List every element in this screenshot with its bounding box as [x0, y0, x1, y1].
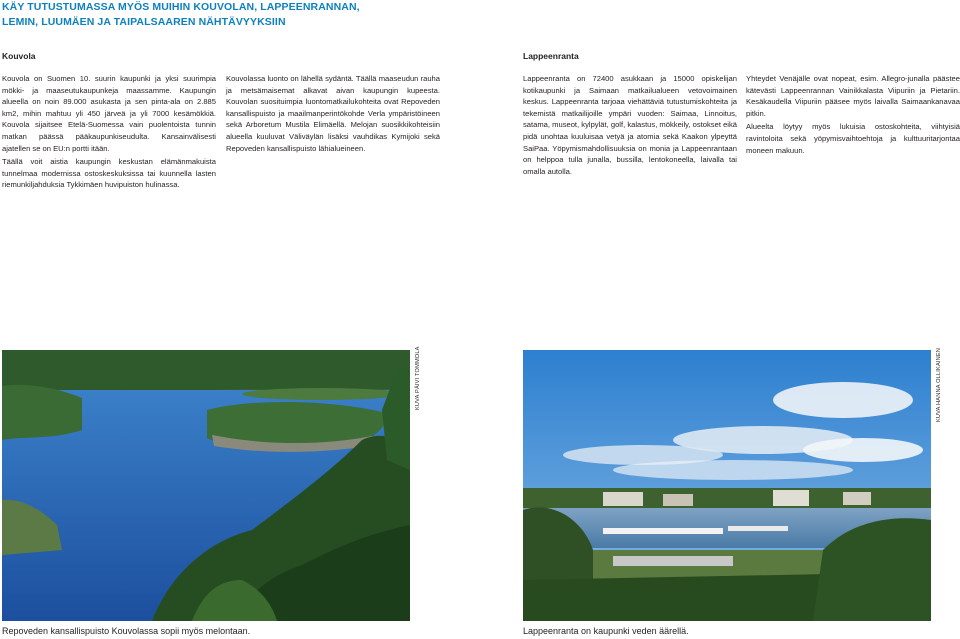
- lappeenranta-paragraph-3: Alueelta löytyy myös lukuisia ostoskohteita, viihtyisiä ravintoloita sekä yöpymisvaihtoehtoja ja kulttuuritarjontaa moneen makuun.: [746, 122, 960, 155]
- kouvola-paragraph-2: Täällä voit aistia kaupungin keskustan elämänmakuista tunnelmaa modernissa ostoskeskuksissa tai kuunnella lasten riemunkiljahduksia Tykkimäen huvipuiston hulinassa.: [2, 157, 216, 190]
- page-title-line2: LEMIN, LUUMÄEN JA TAIPALSAAREN NÄHTÄVYYKSIIN: [2, 16, 286, 28]
- page-title-line1: KÄY TUTUSTUMASSA MYÖS MUIHIN KOUVOLAN, LAPPEENRANNAN,: [2, 1, 360, 13]
- page-title: [2, 0, 360, 30]
- kouvola-photo-credit: KUVA PÄIVI TOMMOLA: [415, 346, 421, 410]
- lappeenranta-paragraph-2: Yhteydet Venäjälle ovat nopeat, esim. Allegro-junalla päästee kätevästi Lappeenrannan Vainikkalasta Viipuriin ja Pietariin. Kesäkaudella Viipuriin pääsee myös laivalla Saimaankanavaa pitkin.: [746, 74, 960, 118]
- kouvola-lake-photo: [2, 350, 410, 621]
- lappeenranta-paragraph-1: Lappeenranta on 72400 asukkaan ja 15000 opiskelijan kotikaupunki ja Saimaan matkailualueen vetovoimainen keskus. Lappeenranta tarjoaa viehättäviä tutustumiskohteita ja tekemistä matkailijoille ympäri vuoden: Saimaa, Linnoitus, satama, museot, kylpylät, golf, kalastus, mökkeily, ostokset eikä pidä unohtaa kuuluisaa vetyä ja atomia sekä Kaakon ylpeyttä SaiPaa. Yöpymismahdollisuuksia on monia ja Lappeenrantaan on helppoa tulla junalla, bussilla, lentokoneella, laivalla tai omalla autolla.: [523, 74, 737, 176]
- kouvola-photo-caption: Repoveden kansallispuisto Kouvolassa sopii myös melontaan.: [2, 626, 251, 636]
- kouvola-column-2: [226, 73, 440, 156]
- lappeenranta-heading: Lappeenranta: [523, 51, 579, 61]
- lappeenranta-column-1: [523, 73, 737, 179]
- lappeenranta-harbour-photo: [523, 350, 931, 621]
- lappeenranta-column-2: [746, 73, 960, 158]
- lappeenranta-photo-caption: Lappeenranta on kaupunki veden äärellä.: [523, 626, 689, 636]
- kouvola-paragraph-3: Kouvolassa luonto on lähellä sydäntä. Täällä maaseudun rauha ja metsämaisemat alkavat aivan kaupungin kupeesta. Kouvolan suosituimpia luontomatkailukohteita ovat Repoveden kansallispuisto ja maailmanperintökohde Verla ympäristöineen sekä Arboretum Mustila Elimäellä. Melojan suosikkikohteisiin alueella kuuluvat Väliväylän lisäksi vauhdikas Kymijoki sekä Repoveden kansallispuisto lähialueineen.: [226, 74, 440, 153]
- lappeenranta-photo-credit: KUVA HANNA OLLIKAINEN: [936, 347, 942, 422]
- kouvola-column-1: [2, 73, 216, 193]
- kouvola-paragraph-1: Kouvola on Suomen 10. suurin kaupunki ja yksi suurimpia mökki- ja maaseutukaupunkeja maassamme. Kaupungin alueella on noin 89.000 asukasta ja sen pinta-ala on 2.885 km2, mihin mahtuu yli 450 järveä ja yli 7000 kesämökkiä. Kouvola sijaitsee Etelä-Suomessa vain puolentoista tunnin matkan päässä pääkaupunkiseudulta. Kansainvälisesti ajatellen se on EU:n portti itään.: [2, 74, 216, 153]
- kouvola-heading: Kouvola: [2, 51, 36, 61]
